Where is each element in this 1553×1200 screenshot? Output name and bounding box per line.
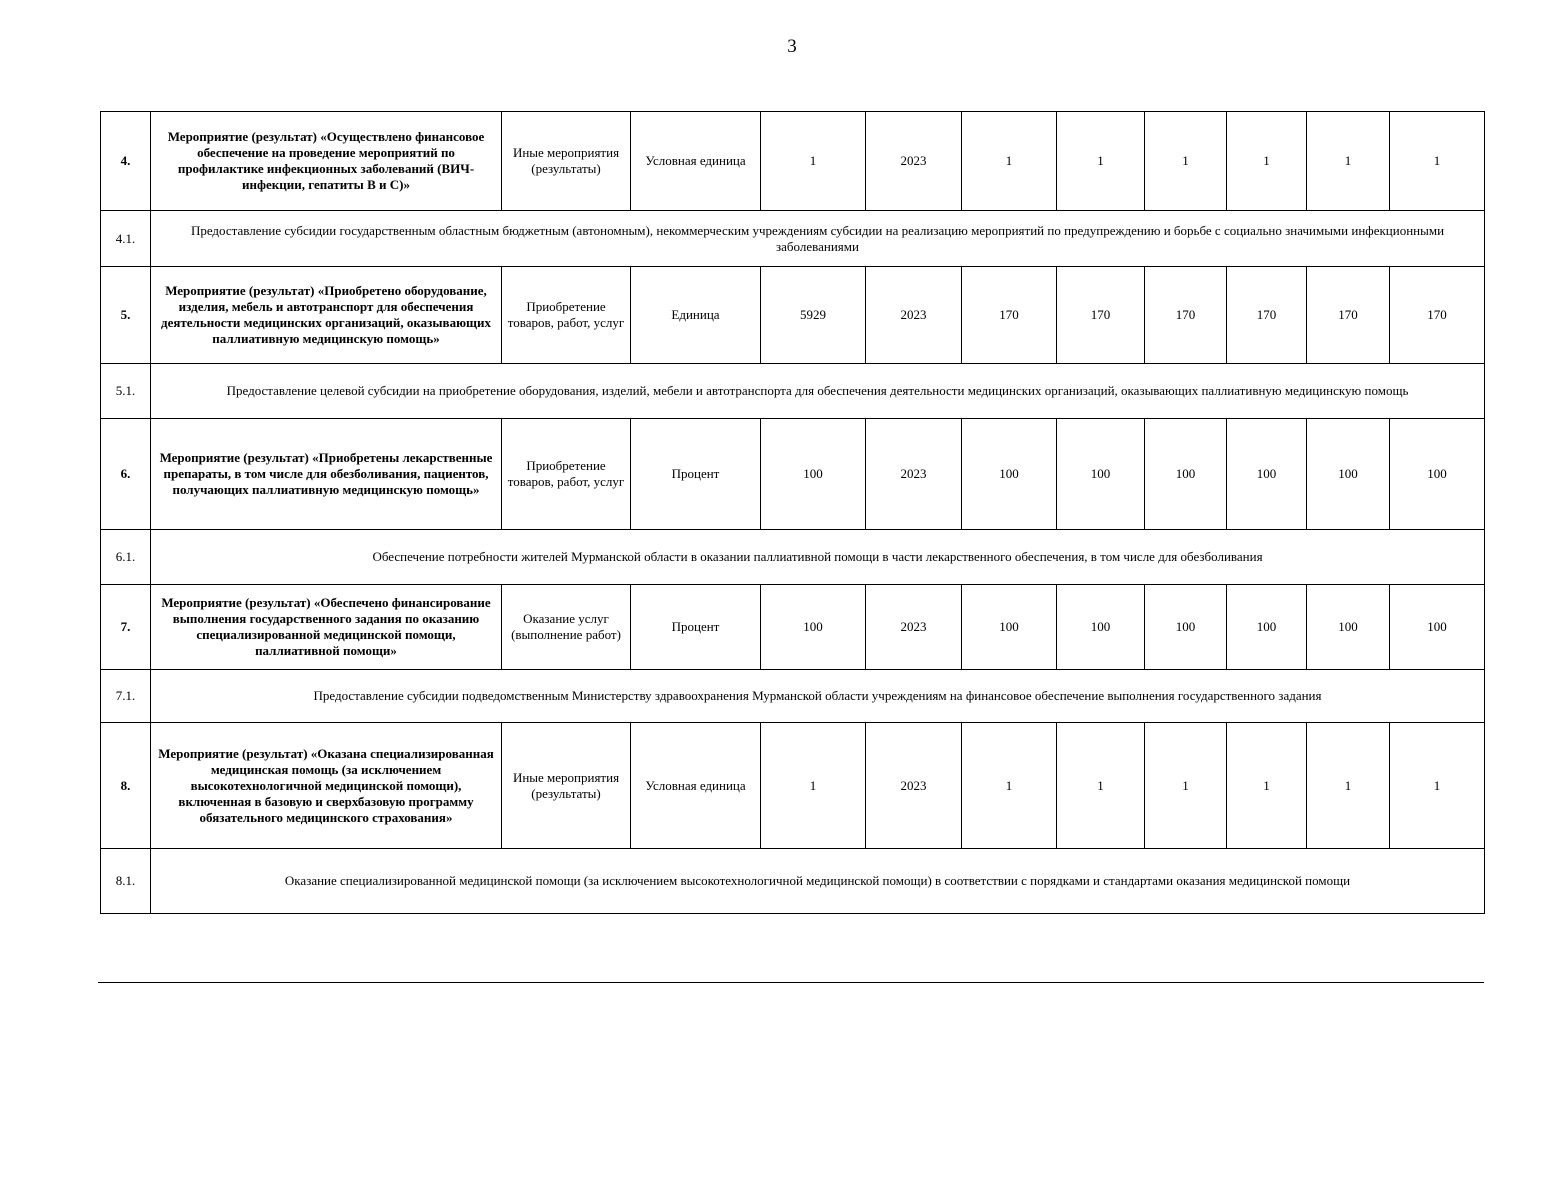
base-year: 2023 (866, 112, 962, 211)
table-row (101, 419, 1485, 530)
sub-measure-text: Обеспечение потребности жителей Мурманской области в оказании паллиативной помощи в части лекарственного обеспечения, в том числе для обезболивания (151, 530, 1485, 585)
measures-table (100, 111, 1485, 914)
measure-type: Приобретение товаров, работ, услуг (502, 267, 631, 364)
table-row (101, 364, 1485, 419)
measure-number: 5. (101, 267, 151, 364)
base-value: 1 (761, 112, 866, 211)
year-value: 100 (1145, 419, 1227, 530)
measure-number: 6. (101, 419, 151, 530)
footer-divider (98, 982, 1484, 983)
measure-title: Мероприятие (результат) «Обеспечено финансирование выполнения государственного задания по оказанию специализированной медицинской помощи, паллиативной помощи» (151, 585, 502, 670)
year-value: 100 (1307, 419, 1390, 530)
sub-measure-number: 5.1. (101, 364, 151, 419)
base-year: 2023 (866, 419, 962, 530)
measure-unit: Единица (631, 267, 761, 364)
sub-measure-text: Оказание специализированной медицинской помощи (за исключением высокотехнологичной медицинской помощи) в соответствии с порядками и стандартами оказания медицинской помощи (151, 849, 1485, 914)
table-row (101, 211, 1485, 267)
sub-measure-number: 8.1. (101, 849, 151, 914)
year-value: 1 (1145, 723, 1227, 849)
year-value: 1 (1227, 723, 1307, 849)
year-value: 100 (1057, 585, 1145, 670)
year-value: 100 (1057, 419, 1145, 530)
sub-measure-text: Предоставление субсидии подведомственным Министерству здравоохранения Мурманской области учреждениям на финансовое обеспечение выполнения государственного задания (151, 670, 1485, 723)
year-value: 100 (1390, 419, 1485, 530)
base-value: 5929 (761, 267, 866, 364)
year-value: 1 (1057, 723, 1145, 849)
measure-type: Иные мероприятия (результаты) (502, 723, 631, 849)
sub-measure-text: Предоставление субсидии государственным областным бюджетным (автономным), некоммерческим учреждениям субсидии на реализацию мероприятий по предупреждению и борьбе с социально значимыми инфекционными заболеваниями (151, 211, 1485, 267)
table-row (101, 670, 1485, 723)
measure-type: Оказание услуг (выполнение работ) (502, 585, 631, 670)
year-value: 1 (1390, 723, 1485, 849)
year-value: 170 (962, 267, 1057, 364)
table-row (101, 849, 1485, 914)
year-value: 1 (1307, 723, 1390, 849)
year-value: 1 (962, 112, 1057, 211)
table-row (101, 585, 1485, 670)
base-year: 2023 (866, 585, 962, 670)
measure-unit: Условная единица (631, 723, 761, 849)
year-value: 170 (1145, 267, 1227, 364)
year-value: 170 (1390, 267, 1485, 364)
measure-title: Мероприятие (результат) «Оказана специализированная медицинская помощь (за исключением высокотехнологичной медицинской помощи), включенная в базовую и сверхбазовую программу обязательного медицинского страхования» (151, 723, 502, 849)
measure-type: Приобретение товаров, работ, услуг (502, 419, 631, 530)
table-row (101, 723, 1485, 849)
year-value: 100 (1145, 585, 1227, 670)
page-number: 3 (787, 36, 797, 57)
year-value: 1 (1145, 112, 1227, 211)
year-value: 170 (1057, 267, 1145, 364)
sub-measure-number: 4.1. (101, 211, 151, 267)
year-value: 100 (1227, 419, 1307, 530)
measure-title: Мероприятие (результат) «Приобретено оборудование, изделия, мебель и автотранспорт для обеспечения деятельности медицинских организаций, оказывающих паллиативную медицинскую помощь» (151, 267, 502, 364)
sub-measure-text: Предоставление целевой субсидии на приобретение оборудования, изделий, мебели и автотранспорта для обеспечения деятельности медицинских организаций, оказывающих паллиативную медицинскую помощь (151, 364, 1485, 419)
year-value: 100 (962, 419, 1057, 530)
measure-title: Мероприятие (результат) «Приобретены лекарственные препараты, в том числе для обезболивания, пациентов, получающих паллиативную медицинскую помощь» (151, 419, 502, 530)
measure-unit: Условная единица (631, 112, 761, 211)
measure-unit: Процент (631, 419, 761, 530)
year-value: 170 (1227, 267, 1307, 364)
base-value: 100 (761, 419, 866, 530)
base-value: 1 (761, 723, 866, 849)
table-row (101, 530, 1485, 585)
year-value: 1 (1307, 112, 1390, 211)
base-year: 2023 (866, 267, 962, 364)
table-row (101, 267, 1485, 364)
measure-number: 7. (101, 585, 151, 670)
year-value: 1 (1057, 112, 1145, 211)
base-value: 100 (761, 585, 866, 670)
year-value: 1 (1390, 112, 1485, 211)
sub-measure-number: 6.1. (101, 530, 151, 585)
year-value: 170 (1307, 267, 1390, 364)
sub-measure-number: 7.1. (101, 670, 151, 723)
table-row (101, 112, 1485, 211)
year-value: 100 (1307, 585, 1390, 670)
measure-unit: Процент (631, 585, 761, 670)
measure-number: 8. (101, 723, 151, 849)
year-value: 1 (962, 723, 1057, 849)
measure-title: Мероприятие (результат) «Осуществлено финансовое обеспечение на проведение мероприятий по профилактике инфекционных заболеваний (ВИЧ-инфекции, гепатиты В и С)» (151, 112, 502, 211)
year-value: 100 (1227, 585, 1307, 670)
base-year: 2023 (866, 723, 962, 849)
year-value: 100 (962, 585, 1057, 670)
year-value: 100 (1390, 585, 1485, 670)
measure-number: 4. (101, 112, 151, 211)
measure-type: Иные мероприятия (результаты) (502, 112, 631, 211)
year-value: 1 (1227, 112, 1307, 211)
